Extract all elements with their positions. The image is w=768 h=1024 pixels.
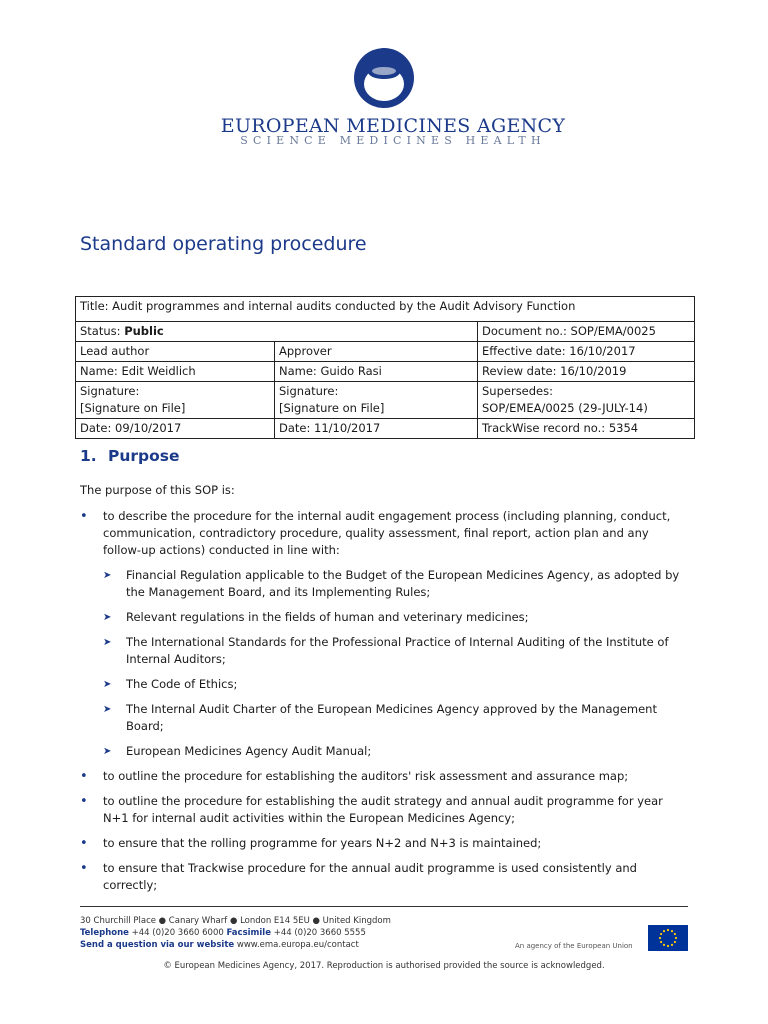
intro-paragraph: The purpose of this SOP is: — [80, 483, 235, 497]
sub-list — [103, 567, 690, 760]
facsimile-number: +44 (0)20 3660 5555 — [273, 928, 366, 938]
effective-date: Effective date: 16/10/2017 — [478, 342, 695, 362]
list-item — [103, 567, 690, 601]
ema-logo-icon — [349, 46, 419, 110]
list-item — [103, 676, 690, 693]
document-type-heading: Standard operating procedure — [80, 233, 367, 255]
arrow-bullet-icon: ➤ — [103, 746, 112, 757]
table-row — [76, 419, 695, 439]
author-signature — [76, 382, 275, 419]
footer-divider — [80, 906, 688, 907]
signature-value: [Signature on File] — [80, 401, 186, 415]
approver-signature — [275, 382, 478, 419]
signature-value: [Signature on File] — [279, 401, 385, 415]
trackwise-record: TrackWise record no.: 5354 — [478, 419, 695, 439]
list-item — [80, 508, 690, 760]
section-title: Purpose — [108, 447, 180, 465]
bullet-icon: • — [80, 836, 88, 851]
document-metadata-table — [75, 296, 695, 439]
arrow-bullet-icon: ➤ — [103, 637, 112, 648]
author-name: Name: Edit Weidlich — [76, 362, 275, 382]
eu-agency-note: An agency of the European Union — [515, 942, 633, 950]
table-row — [76, 322, 695, 342]
footer-contact-block — [80, 915, 391, 951]
document-number: Document no.: SOP/EMA/0025 — [478, 322, 695, 342]
list-item — [103, 634, 690, 668]
arrow-bullet-icon: ➤ — [103, 704, 112, 715]
arrow-bullet-icon: ➤ — [103, 612, 112, 623]
copyright-notice: © European Medicines Agency, 2017. Reproduction is authorised provided the source is acknowledged. — [163, 961, 605, 971]
list-item — [80, 860, 690, 894]
bullet-icon: • — [80, 509, 88, 524]
bullet-icon: • — [80, 769, 88, 784]
review-date: Review date: 16/10/2019 — [478, 362, 695, 382]
list-item — [80, 835, 690, 852]
list-item-text: Financial Regulation applicable to the Budget of the European Medicines Agency, as adopted by the Management Board, and its Implementing Rules; — [126, 568, 680, 599]
supersedes-value: SOP/EMEA/0025 (29-JULY-14) — [482, 401, 648, 415]
bullet-icon: • — [80, 794, 88, 809]
list-item-text: to describe the procedure for the internal audit engagement process (including planning, conduct, communication, contradictory procedure, quality assessment, final report, action plan and any follow-up actions) conducted in line with: — [103, 509, 671, 557]
approver-name: Name: Guido Rasi — [275, 362, 478, 382]
approver-date: Date: 11/10/2017 — [275, 419, 478, 439]
table-row — [76, 342, 695, 362]
list-item — [80, 793, 690, 827]
signature-label: Signature: — [279, 384, 339, 398]
status-value: Public — [124, 324, 164, 338]
website-link[interactable]: www.ema.europa.eu/contact — [236, 940, 359, 950]
arrow-bullet-icon: ➤ — [103, 679, 112, 690]
list-item — [103, 609, 690, 626]
list-item-text: to ensure that Trackwise procedure for the annual audit programme is used consistently and correctly; — [103, 861, 637, 892]
section-heading — [80, 447, 180, 465]
table-row — [76, 362, 695, 382]
document-title: Title: Audit programmes and internal audits conducted by the Audit Advisory Function — [76, 297, 695, 322]
author-date: Date: 09/10/2017 — [76, 419, 275, 439]
agency-tagline: SCIENCE MEDICINES HEALTH — [240, 134, 546, 147]
list-item-text: The Code of Ethics; — [126, 677, 238, 691]
telephone-label: Telephone — [80, 928, 129, 938]
list-item-text: Relevant regulations in the fields of human and veterinary medicines; — [126, 610, 529, 624]
list-item-text: to outline the procedure for establishing the audit strategy and annual audit programme for year N+1 for internal audit activities within the European Medicines Agency; — [103, 794, 663, 825]
arrow-bullet-icon: ➤ — [103, 570, 112, 581]
logo — [0, 46, 768, 110]
footer-website-line — [80, 939, 391, 951]
table-row — [76, 382, 695, 419]
supersedes-label: Supersedes: — [482, 384, 553, 398]
telephone-number: +44 (0)20 3660 6000 — [131, 928, 224, 938]
footer-phone-line — [80, 927, 391, 939]
agency-name: EUROPEAN MEDICINES AGENCY — [220, 115, 566, 137]
bullet-icon: • — [80, 861, 88, 876]
eu-flag-icon — [648, 925, 688, 951]
lead-author-label: Lead author — [76, 342, 275, 362]
list-item — [80, 768, 690, 785]
status-label: Status: — [80, 324, 125, 338]
list-item-text: to ensure that the rolling programme for years N+2 and N+3 is maintained; — [103, 836, 542, 850]
signature-label: Signature: — [80, 384, 140, 398]
footer-address: 30 Churchill Place ● Canary Wharf ● London E14 5EU ● United Kingdom — [80, 916, 391, 926]
list-item — [103, 701, 690, 735]
approver-label: Approver — [275, 342, 478, 362]
status-cell — [76, 322, 478, 342]
facsimile-label: Facsimile — [226, 928, 271, 938]
list-item-text: The Internal Audit Charter of the European Medicines Agency approved by the Management Board; — [126, 702, 657, 733]
section-number: 1. — [80, 447, 97, 465]
purpose-list — [80, 508, 690, 894]
list-item-text: to outline the procedure for establishing the auditors' risk assessment and assurance map; — [103, 769, 629, 783]
section-body — [80, 482, 690, 902]
list-item-text: European Medicines Agency Audit Manual; — [126, 744, 372, 758]
list-item — [103, 743, 690, 760]
supersedes — [478, 382, 695, 419]
website-label: Send a question via our website — [80, 940, 235, 950]
table-row — [76, 297, 695, 322]
list-item-text: The International Standards for the Professional Practice of Internal Auditing of the Institute of Internal Auditors; — [126, 635, 669, 666]
